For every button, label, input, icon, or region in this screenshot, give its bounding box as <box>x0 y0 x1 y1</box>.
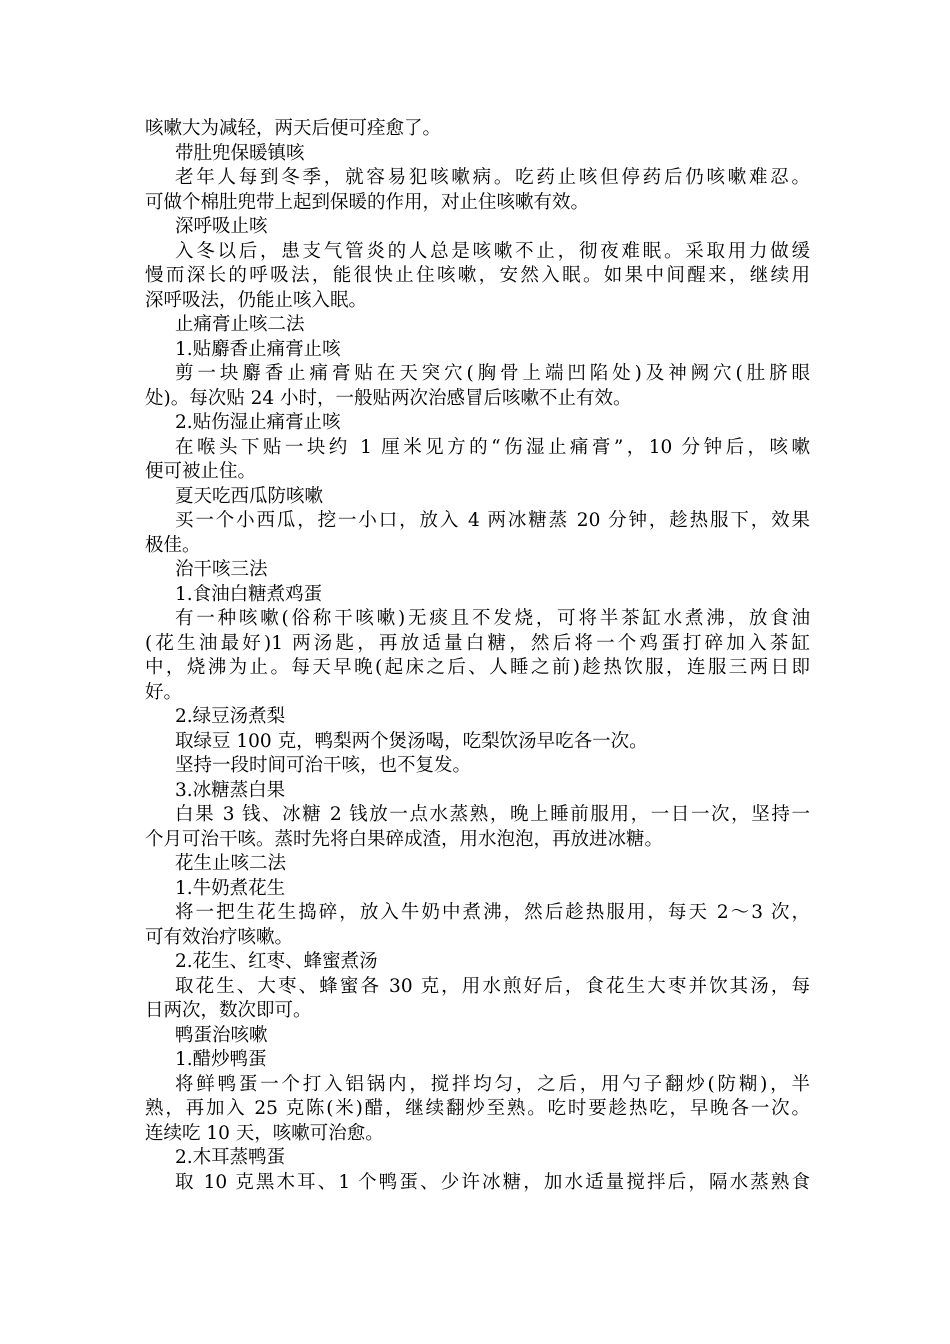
text-line: 1.牛奶煮花生 <box>175 877 286 899</box>
text-line: 熟，再加入 25 克陈(米)醋，继续翻炒至熟。吃时要趁热吃，早晚各一次。 <box>145 1098 810 1119</box>
text-line: 将鲜鸭蛋一个打入铝锅内，搅拌均匀，之后，用勺子翻炒(防糊)，半 <box>175 1073 810 1095</box>
text-line: 深呼吸止咳 <box>175 216 268 237</box>
text-line: 止痛膏止咳二法 <box>175 314 305 335</box>
text-line: 中，烧沸为止。每天早晚(起床之后、人睡之前)趁热饮服，连服三两日即 <box>145 657 810 678</box>
text-line: 鸭蛋治咳嗽 <box>175 1024 268 1046</box>
text-line: 夏天吃西瓜防咳嗽 <box>175 485 324 507</box>
text-line: 个月可治干咳。蒸时先将白果碎成渣，用水泡泡，再放进冰糖。 <box>145 828 664 850</box>
text-line: 坚持一段时间可治干咳，也不复发。 <box>175 755 472 776</box>
text-line: 2.贴伤湿止痛膏止咳 <box>175 412 341 433</box>
text-line: 入冬以后，患支气管炎的人总是咳嗽不止，彻夜难眠。采取用力做缓 <box>175 240 810 262</box>
text-line: 处)。每次贴 24 小时，一般贴两次治感冒后咳嗽不止有效。 <box>145 387 632 409</box>
text-line: 2.木耳蒸鸭蛋 <box>175 1147 286 1168</box>
text-line: (花生油最好)1 两汤匙，再放适量白糖，然后将一个鸡蛋打碎加入茶缸 <box>145 632 810 654</box>
text-line: 好。 <box>145 681 183 703</box>
text-line: 2.绿豆汤煮梨 <box>175 706 286 727</box>
text-line: 取 10 克黑木耳、1 个鸭蛋、少许冰糖，加水适量搅拌后，隔水蒸熟食 <box>175 1171 810 1193</box>
text-line: 可做个棉肚兜带上起到保暖的作用，对止住咳嗽有效。 <box>145 191 590 213</box>
text-line: 取绿豆 100 克，鸭梨两个煲汤喝，吃梨饮汤早吃各一次。 <box>175 730 648 752</box>
text-line: 白果 3 钱、冰糖 2 钱放一点水蒸熟，晚上睡前服用，一日一次，坚持一 <box>175 804 810 825</box>
document-page <box>145 117 810 1195</box>
text-line: 治干咳三法 <box>175 559 268 580</box>
text-line: 剪一块麝香止痛膏贴在天突穴(胸骨上端凹陷处)及神阙穴(肚脐眼 <box>175 363 810 384</box>
text-line: 极佳。 <box>145 534 201 556</box>
text-line: 老年人每到冬季，就容易犯咳嗽病。吃药止咳但停药后仍咳嗽难忍。 <box>175 167 810 188</box>
text-line: 日两次，数次即可。 <box>145 1000 312 1021</box>
text-line: 1.贴麝香止痛膏止咳 <box>175 338 341 360</box>
text-line: 咳嗽大为减轻，两天后便可痊愈了。 <box>145 118 442 139</box>
text-line: 2.花生、红枣、蜂蜜煮汤 <box>175 951 378 972</box>
text-line: 1.醋炒鸭蛋 <box>175 1049 267 1070</box>
text-line: 3.冰糖蒸白果 <box>175 779 286 801</box>
text-line: 深呼吸法，仍能止咳入眠。 <box>145 289 368 311</box>
text-line: 可有效治疗咳嗽。 <box>145 926 294 948</box>
text-line: 慢而深长的呼吸法，能很快止住咳嗽，安然入眠。如果中间醒来，继续用 <box>145 265 810 286</box>
text-line: 有一种咳嗽(俗称干咳嗽)无痰且不发烧，可将半茶缸水煮沸，放食油 <box>175 608 810 629</box>
text-line: 便可被止住。 <box>145 461 257 482</box>
text-line: 将一把生花生捣碎，放入牛奶中煮沸，然后趁热服用，每天 2～3 次， <box>175 902 810 923</box>
text-line: 花生止咳二法 <box>175 853 287 874</box>
text-line: 在喉头下贴一块约 1 厘米见方的“伤湿止痛膏”，10 分钟后，咳嗽 <box>175 436 810 458</box>
text-line: 取花生、大枣、蜂蜜各 30 克，用水煎好后，食花生大枣并饮其汤，每 <box>175 975 810 997</box>
text-line: 带肚兜保暖镇咳 <box>175 142 305 164</box>
text-line: 1.食油白糖煮鸡蛋 <box>175 583 323 605</box>
text-line: 连续吃 10 天，咳嗽可治愈。 <box>145 1122 384 1144</box>
text-line: 买一个小西瓜，挖一小口，放入 4 两冰糖蒸 20 分钟，趁热服下，效果 <box>175 510 810 531</box>
